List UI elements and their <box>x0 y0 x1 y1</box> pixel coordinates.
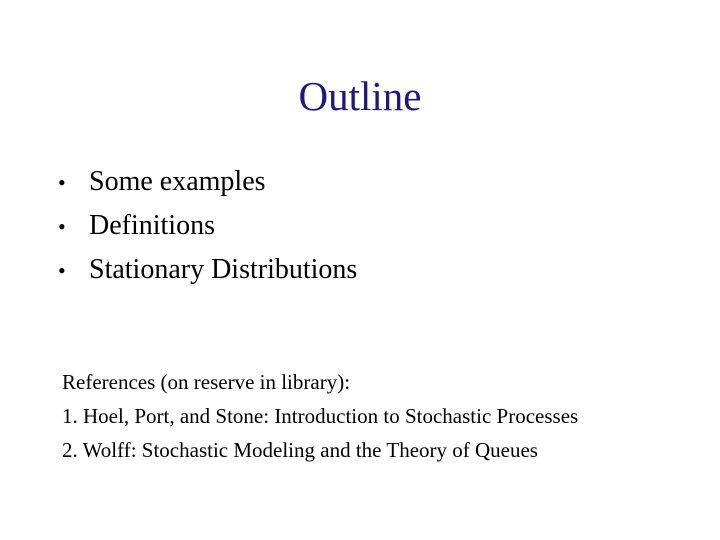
bullet-text: Stationary Distributions <box>89 254 358 285</box>
bullet-item-some-examples <box>58 160 357 204</box>
slide-title: Outline <box>298 73 422 119</box>
bullet-text: Definitions <box>89 210 215 241</box>
bullet-text: Some examples <box>89 166 266 197</box>
bullet-list <box>58 160 357 292</box>
reference-item-2: 2. Wolff: Stochastic Modeling and the Theory of Queues <box>62 438 538 462</box>
bullet-icon: • <box>58 258 66 283</box>
references-block <box>62 365 578 467</box>
bullet-item-stationary-distributions <box>58 248 357 292</box>
bullet-item-definitions <box>58 204 357 248</box>
reference-item-1: 1. Hoel, Port, and Stone: Introduction to Stochastic Processes <box>62 404 579 428</box>
references-heading: References (on reserve in library): <box>62 370 351 394</box>
bullet-icon: • <box>58 170 66 195</box>
bullet-icon: • <box>58 214 66 239</box>
